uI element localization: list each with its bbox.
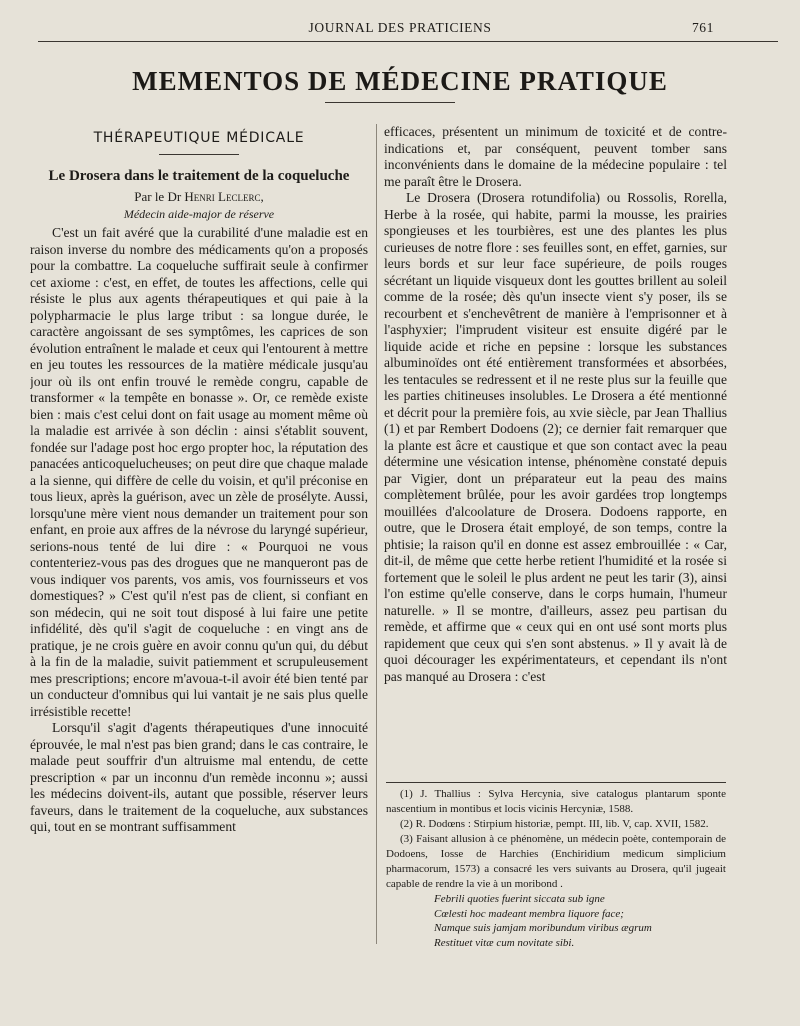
left-column: [30, 128, 368, 948]
byline-prefix: Par le Dr: [134, 189, 182, 204]
running-title: JOURNAL DES PRATICIENS: [308, 20, 492, 35]
column-divider: [376, 124, 377, 944]
page-number: 761: [691, 20, 714, 35]
section-rule: [159, 154, 239, 155]
verse-line: Cœlesti hoc madeant membra liquore face;: [434, 907, 624, 920]
footnote: (1) J. Thallius : Sylva Hercynia, sive catalogus plantarum sponte nascentium in montibus et locis vicinis Hercyniæ, 1588.: [386, 788, 726, 815]
author-name: Henri Leclerc,: [184, 189, 264, 204]
author-affiliation: Médecin aide-major de réserve: [123, 207, 275, 221]
paragraph: Lorsqu'il s'agit d'agents thérapeutiques d'une innocuité éprouvée, le mal n'est pas bien grand; dans le cas contraire, le malade peut souffrir d'un altruisme mal entendu, de cette prescription « par un inconnu d'un remède inconnu »; aussi les médecins doivent-ils, autant que possible, réserver leurs faveurs, dans le traitement de la coqueluche, aux substances qui, tout en se montrant suffisamment: [30, 720, 368, 834]
section-heading: THÉRAPEUTIQUE MÉDICALE: [93, 130, 305, 146]
banner-title: MEMENTOS DE MÉDECINE PRATIQUE: [132, 66, 668, 96]
banner-rule: [325, 102, 455, 103]
paragraph: Le Drosera (Drosera rotundifolia) ou Rossolis, Rorella, Herbe à la rosée, qui habite, parmi la mousse, les prairies spongieuses et les tourbières, est une des plantes les plus curieuses de notre flore : ses feuilles sont, en effet, garnies, sur leurs bords et sur leur face supérieure, de poils rouges sécrétant un liquide visqueux dont les gouttes brillent au soleil comme de la rosée; dès qu'un insecte vient s'y poser, ils se recourbent et s'enchevêtrent de manière à l'emprisonner et à l'asphyxier; l'imprudent visiteur est ensuite digéré par le liquide acide et riche en pepsine : lorsque les substances albuminoïdes ont été entièrement transformées et absorbées, les tentacules se redressent et il ne reste plus sur la feuille que les parties chitineuses insolubles. Le Drosera a été mentionné et décrit pour la première fois, au xvie siècle, par Jean Thallius (1) et par Rembert Dodoens (2); ce dernier fait remarquer que la plante est âcre et caustique et que son contact avec la peau détermine une vésication intense, phénomène constaté depuis par Vigier, dont un préparateur eut la peau des mains complètement brûlée, pour les avoir gardées trop longtemps mouillées d'alcoolature de Drosera. Dodoens rapporte, en outre, que le Drosera était employé, de son temps, contre la phtisie; la raison qu'il en donne est assez embrouillée : « Car, dit-il, de même que cette herbe retient l'humidité et la rosée si fortement que le soleil le plus ardent ne peut les tarir (3), ainsi l'on estime qu'elle conserve, dans le corps humain, l'humeur naturelle. » Il se montre, d'ailleurs, assez peu partisan du remède, et affirme que « ceux qui en ont usé sont morts plus rapidement que ceux qui s'en sont abstenus. » Il y avait là de quoi décourager les expérimentateurs, et cependant ils n'ont pas manqué au Drosera : c'est: [384, 190, 727, 684]
article-title: Le Drosera dans le traitement de la coqueluche: [48, 168, 350, 184]
footnote: (2) R. Dodœns : Stirpium historiæ, pempt. III, lib. V, cap. XVII, 1582.: [400, 818, 709, 830]
running-head: [0, 20, 800, 38]
footnote: (3) Faisant allusion à ce phénomène, un médecin poète, contemporain de Dodoens, Iosse de Harchies (Enchiridium medicum simplicium pharmacorum, 1573) a consacré les vers suivants au Drosera, qu'il jugeait capable de rendre la vie à un moribond .: [386, 833, 726, 890]
verse-line: Febrili quoties fuerint siccata sub igne: [434, 893, 605, 905]
verse-line: Namque suis jamjam moribundum viribus ægrum: [434, 922, 652, 934]
header-rule: [38, 41, 778, 42]
footnote-rule: [386, 782, 726, 783]
right-column: [384, 124, 727, 814]
byline: [30, 188, 368, 206]
footnotes: [386, 787, 726, 947]
verse-line: Restituet vitæ cum novitate sibi.: [434, 936, 575, 947]
paragraph: C'est un fait avéré que la curabilité d'une maladie est en raison inverse du nombre des médicaments qu'on a proposés pour la combattre. La coqueluche suffirait seule à confirmer cet axiome : c'est, en effet, de toutes les affections, celle qui résiste le plus aux agents thérapeutiques et qui paie à la polypharmacie le plus large tribut : sa longue durée, le caractère angoissant de ses symptômes, les caprices de son évolution entraînent le malade et ceux qui l'entourent à mettre en jeu toutes les ressources de la matière médicale jusqu'au jour où ils ont enfin trouvé le remède congru, capable de transformer « la tempête en bonasse ». Or, ce remède existe bien : mais c'est celui dont on fait usage au moment même où la maladie est arrivée à son déclin : ainsi s'établit souvent, fondée sur l'adage post hoc ergo propter hoc, la réputation des panacées anticoquelucheuses; on peut dire que chaque malade a la sienne, qui diffère de celle du voisin, et qu'il préconise en tous lieux, après la guérison, avec un zèle de prosélyte. Aussi, lorsqu'une mère vient nous demander un traitement pour son enfant, en proie aux affres de la névrose du laryngé supérieur, serions-nous tenté de lui dire : « Pourquoi ne vous contenteriez-vous pas des drogues que ne manqueront pas de vous indiquer vos parents, vos amis, vos fournisseurs et vos domestiques? » C'est qu'il n'est pas de client, si confiant en son médecin, qui ne soit tout disposé à lui faire une petite infidélité, dès qu'il s'agit de coqueluche : en vingt ans de pratique, je ne crois guère en avoir connu qu'un qui, du début à la fin de la maladie, suivit patiemment et scrupuleusement mes prescriptions; encore m'avoua-t-il avoir été bien tenté par un conducteur d'omnibus qui lui vantait je ne sais plus quelle irrésistible recette!: [30, 225, 368, 719]
paragraph: efficaces, présentent un minimum de toxicité et de contre-indications et, par conséquent, peuvent tomber sans inconvénients dans le domaine de la médecine populaire : tel me paraît être le Drosera.: [384, 124, 727, 189]
